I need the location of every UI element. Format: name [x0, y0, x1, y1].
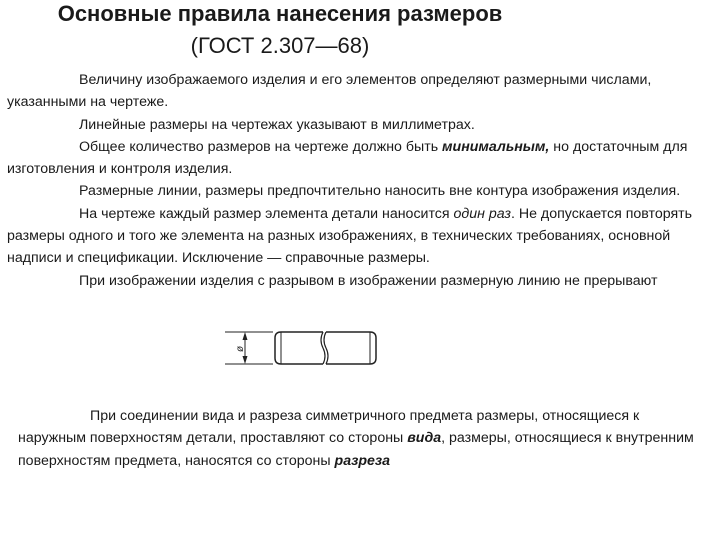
paragraph-3-emphasis: минимальным,: [442, 138, 550, 155]
paragraph-bottom-emphasis-view: вида: [407, 430, 442, 447]
shaft-left-end: [275, 332, 281, 364]
paragraph-1: Величину изображаемого изделия и его элементов определяют размерными числами, указанными на чертеже.: [7, 72, 652, 111]
paragraph-3: [7, 136, 712, 181]
paragraph-bottom-emphasis-section: разреза: [334, 452, 391, 469]
shaft-right-end: [370, 332, 376, 364]
page-subtitle-gost: (ГОСТ 2.307—68): [190, 33, 370, 58]
rules-text: [7, 69, 712, 292]
paragraph-6: При изображении изделия с разрывом в изображении размерную линию не прерывают: [79, 272, 658, 289]
dimension-arrow-top: [243, 332, 248, 340]
broken-shaft-drawing: [225, 318, 405, 380]
paragraph-5-text-b: . Не допускается повторять размеры одного и того же элемента на разных изображениях, в технических требованиях, основной надписи и спецификации. Исключение — справочные размеры.: [7, 205, 693, 267]
paragraph-bottom-text-a: При соединении вида и разреза симметричного предмета размеры, относящиеся к наружным поверхностям детали, проставляют со стороны: [18, 408, 640, 447]
paragraph-bottom: [18, 405, 708, 472]
paragraph-3-text-a: Общее количество размеров на чертеже должно быть: [79, 138, 443, 155]
paragraph-5-text-a: На чертеже каждый размер элемента детали наносится: [79, 205, 454, 222]
bottom-text: [18, 405, 708, 472]
dimension-arrow-bottom: [243, 356, 248, 364]
paragraph-bottom-text-b: , размеры, относящиеся к внутренним поверхностям предмета, наносятся со стороны: [18, 430, 694, 469]
diameter-symbol: ø: [235, 345, 246, 352]
paragraph-5-emphasis: один раз: [453, 205, 511, 222]
paragraph-3-text-b: но достаточным для изготовления и контроля изделия.: [7, 138, 688, 178]
paragraph-4: Размерные линии, размеры предпочтительно наносить вне контура изображения изделия.: [79, 183, 681, 200]
page-title: Основные правила нанесения размеров: [57, 1, 503, 26]
paragraph-2: Линейные размеры на чертежах указывают в миллиметрах.: [79, 116, 475, 133]
paragraph-5: [7, 203, 712, 270]
